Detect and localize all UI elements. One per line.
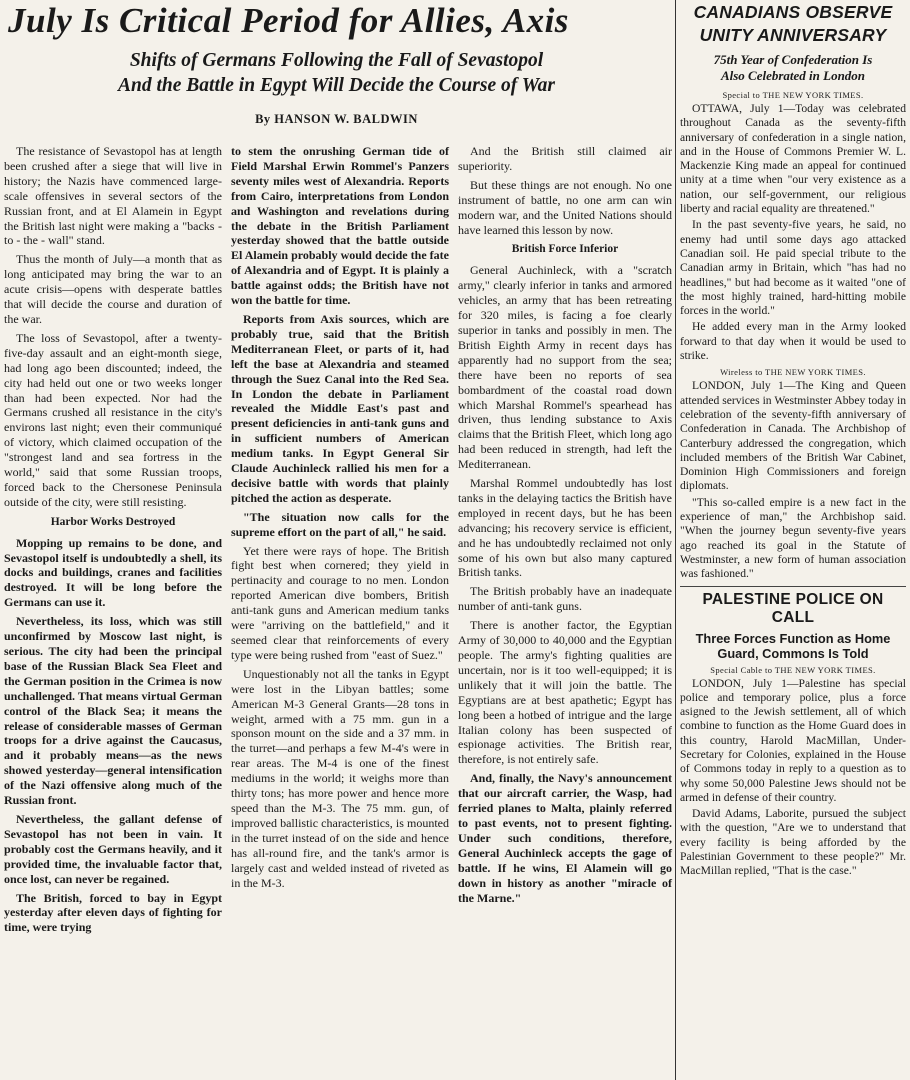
- subhead-british-force: British Force Inferior: [511, 243, 619, 256]
- column-2: [231, 144, 449, 894]
- column-1: [4, 144, 222, 939]
- byline: By HANSON W. BALDWIN: [255, 112, 418, 126]
- col1-para-2: Thus the month of July—a month that as long anticipated may bring the war to an acute crisis—opens with desperate battles that will decide the course and duration of the war.: [4, 252, 222, 326]
- side-column: [680, 0, 906, 881]
- canada-para-1: OTTAWA, July 1—Today was celebrated throughout Canada as the seventy-fifth anniversary of confederation in a single nation, and in the House of Commons Premier W. L. Mackenzie King made an appeal for continued unity at a time when "our very existence as a nation, our self-government, our religious liberty and racial equality are threatened.": [680, 102, 906, 216]
- canada-subhead-1: 75th Year of Confederation Is: [713, 52, 873, 67]
- canada-para-5: "This so-called empire is a new fact in the experience of man," the Archbishop said. "When the journey begun seventy-five years ago reached its goal in the Statute of Westminster, a new form of human association was fashioned.": [680, 495, 906, 581]
- side-divider: [680, 586, 906, 587]
- palestine-subhead-2: Guard, Commons Is Told: [717, 645, 869, 661]
- col3b-para-5: And, finally, the Navy's announcement that our aircraft carrier, the Wasp, had ferried planes to Malta, plainly referred to past events, not to present fighting. Under such conditions, therefore, General Auchinleck accepts the gage of battle. If he wins, El Alamein will go down in history as another "miracle of the Marne.": [458, 771, 672, 905]
- deck-line-2: And the Battle in Egypt Will Decide the Course of War: [118, 75, 555, 96]
- col1b-para-4: The British, forced to bay in Egypt yesterday after eleven days of fighting for time, were trying: [4, 890, 222, 935]
- palestine-subhead: [680, 631, 906, 661]
- deck-line-1: Shifts of Germans Following the Fall of Sevastopol: [129, 50, 544, 71]
- col2-para-1: to stem the onrushing German tide of Field Marshal Erwin Rommel's Panzers seventy miles west of Alexandria. Reports from Cairo, interpretations from London and Washington and revelations during the debate in the British Parliament yesterday showed that the battle outside El Alamein probably would decide the fate of Alexandria and of Egypt. It is plainly a battle against odds; the British have not won the battle for time.: [231, 144, 449, 308]
- col1-para-3: The loss of Sevastopol, after a twenty-five-day assault and an eight-month siege, had long ago been discounted; indeed, the city had held out one or two weeks longer than had been expected. Nor had the Germans crushed all resistance in the city's environs last night; even their communiqué of victory, which claimed occupation of the "strongest land and sea fortress in the world," said that some Russian troops, forced back to the Chersonese Peninsula outside of the city, were still resisting.: [4, 330, 222, 509]
- col3-para-2: But these things are not enough. No one instrument of battle, no one arm can win modern war, and the United Nations should have learned this lesson by now.: [458, 177, 672, 237]
- main-deck: [0, 48, 673, 98]
- col3b-para-1: General Auchinleck, with a "scratch army," clearly inferior in tanks and armored vehicles, an army that has been retreating for 320 miles, is facing a foe clearly superior in tanks and possibly in men. The British Eighth Army in recent days has apparently had no support from the sea; there have been no reports of sea bombardment of the coastal road down which Marshal Rommel's spearhead has driven, thus lending substance to Axis claims that the British Fleet, which long ago had been reduced in strength, had left the Mediterranean.: [458, 263, 672, 472]
- subhead-harbor-works: Harbor Works Destroyed: [50, 515, 176, 528]
- canada-para-2: In the past seventy-five years, he said, no enemy had until some days ago attacked Canadian soil. He paid special tribute to the Canadian army in Britain, which "has had no headlines," but had become as it waited "one of the most highly trained, hard-hitting mobile forces in the world.": [680, 218, 906, 318]
- col1b-para-3: Nevertheless, the gallant defense of Sevastopol has not been in vain. It probably cost the Germans heavily, and it provided time, the invaluable factor that, once lost, can never be regained.: [4, 811, 222, 886]
- col3b-para-4: There is another factor, the Egyptian Army of 30,000 to 40,000 and the Egyptian people. The army's fighting qualities are uncertain, nor is it too well-equipped; it is unlikely that it will join the battle. The Egyptians are at best apathetic; Egypt has long been a hotbed of intrigue and the large Italian colony has been suspected of espionage activities. The British rear, therefore, is not entirely safe.: [458, 618, 672, 767]
- col3b-para-3: The British probably have an inadequate number of anti-tank guns.: [458, 584, 672, 614]
- column-3: [458, 144, 672, 909]
- palestine-text: [680, 677, 906, 879]
- canada-credit-2: Wireless to THE NEW YORK TIMES.: [720, 367, 866, 378]
- col1-para-1: The resistance of Sevastopol has at length been crushed after a siege that will live in history; the Nazis have commenced large-scale offensives in several sectors of the Russian front, and at El Alamein in Egypt the British last night were making a "backs - to - the - wall" stand.: [4, 144, 222, 248]
- col1b-para-1: Mopping up remains to be done, and Sevastopol itself is undoubtedly a shell, its docks and buildings, cranes and facilities destroyed. It will be long before the Germans can use it.: [4, 535, 222, 610]
- palestine-headline: PALESTINE POLICE ON CALL: [702, 590, 884, 626]
- col1b-para-2: Nevertheless, its loss, which was still unconfirmed by Moscow last night, is serious. The city had been the principal base of the Russian Black Sea Fleet and the German position in the Crimea is now unchallenged. That means virtual German control of the Black Sea; it means the release of considerable masses of German troops for a drive against the Caucasus, and it probably means—as the news showed yesterday—general intensification of the Nazi offensive along much of the Russian front.: [4, 614, 222, 808]
- palestine-para-2: David Adams, Laborite, pursued the subject with the question, "Are we to understand that every facility is being afforded by the Palestinian Government to these people?" Mr. MacMillan replied, "That is the case.": [680, 807, 906, 878]
- canada-credit-1: Special to THE NEW YORK TIMES.: [722, 90, 864, 100]
- canada-para-4: LONDON, July 1—The King and Queen attended services in Westminster Abbey today in celebration of the seventy-fifth anniversary of Confederation in Canada. The Archbishop of Canterbury addressed the congregation, which included members of the British War Cabinet, Dominion High Commissioners and foreign diplomats.: [680, 379, 906, 493]
- palestine-para-1: LONDON, July 1—Palestine has special police and temporary police, plus a force asigned to the Jewish settlement, all of which combine to function as the Home Guard does in this country, Harold MacMillan, Under-Secretary for Colonies, explained in the House of Commons today in reply to a question as to why some 50,000 Palestine Jews should not be armed in defense of their country.: [680, 676, 906, 804]
- palestine-article: [680, 591, 906, 879]
- canada-para-3: He added every man in the Army looked forward to that day when it would be used to strike.: [680, 320, 906, 363]
- col2-para-4: Yet there were rays of hope. The British fight best when cornered; they yield in pertinacity and courage to no men. London reported American dive bombers, British anti-tank guns and American medium tanks were "arriving on the battlefield," and it seemed clear that reinforcements of every type were being rushed from "east of Suez.": [231, 543, 449, 662]
- col3-para-1: And the British still claimed air superiority.: [458, 144, 672, 173]
- canada-text-2: [680, 379, 906, 581]
- canada-headline-1: CANADIANS OBSERVE: [693, 2, 893, 22]
- canada-article: [680, 2, 906, 582]
- col2-para-5: Unquestionably not all the tanks in Egypt were lost in the Libyan battles; some American M-3 General Grants—28 tons in weight, armed with a 75 mm. gun in a sponson mount on the side and a 37 mm. in the turret—and perhaps a few M-4's were in rear areas. The M-4 is one of the finest mediums in the world; it weighs more than thirty tons; has more power and hence more speed than the M-3. The 75 mm. gun, of improved ballistic characteristics, is mounted in the turret instead of on the side and hence has all-round fire, and the tank's armor is largely cast and welded instead of riveted as in the M-3.: [231, 666, 449, 890]
- col2-para-3: "The situation now calls for the supreme effort on the part of all," he said.: [231, 509, 449, 539]
- col3b-para-2: Marshal Rommel undoubtedly has lost tanks in the delaying tactics the British have employed in recent days, but he has been advancing; his recovery service is efficient, and he has undoubtedly reclaimed not only some of his own but also many captured British tanks.: [458, 476, 672, 580]
- canada-headline-2: UNITY ANNIVERSARY: [699, 25, 887, 45]
- canada-subhead-2: Also Celebrated in London: [720, 68, 866, 83]
- column-divider: [675, 0, 676, 1080]
- col2-para-2: Reports from Axis sources, which are probably true, said that the British Mediterranean Fleet, or parts of it, had left the base at Alexandria and steamed through the Suez Canal into the Red Sea. In London the debate in Parliament revealed the Middle East's past and present deficiencies in anti-tank guns and in sufficient numbers of American medium tanks. In Egypt General Sir Claude Auchinleck rallied his men for a decisive battle with words that plainly pitched the action as desperate.: [231, 311, 449, 505]
- main-headline: July Is Critical Period for Allies, Axis: [8, 1, 569, 40]
- palestine-credit: Special Cable to THE NEW YORK TIMES.: [710, 664, 876, 675]
- canada-text-1: [680, 102, 906, 363]
- palestine-subhead-1: Three Forces Function as Home: [695, 630, 891, 646]
- canada-subhead: [680, 52, 906, 84]
